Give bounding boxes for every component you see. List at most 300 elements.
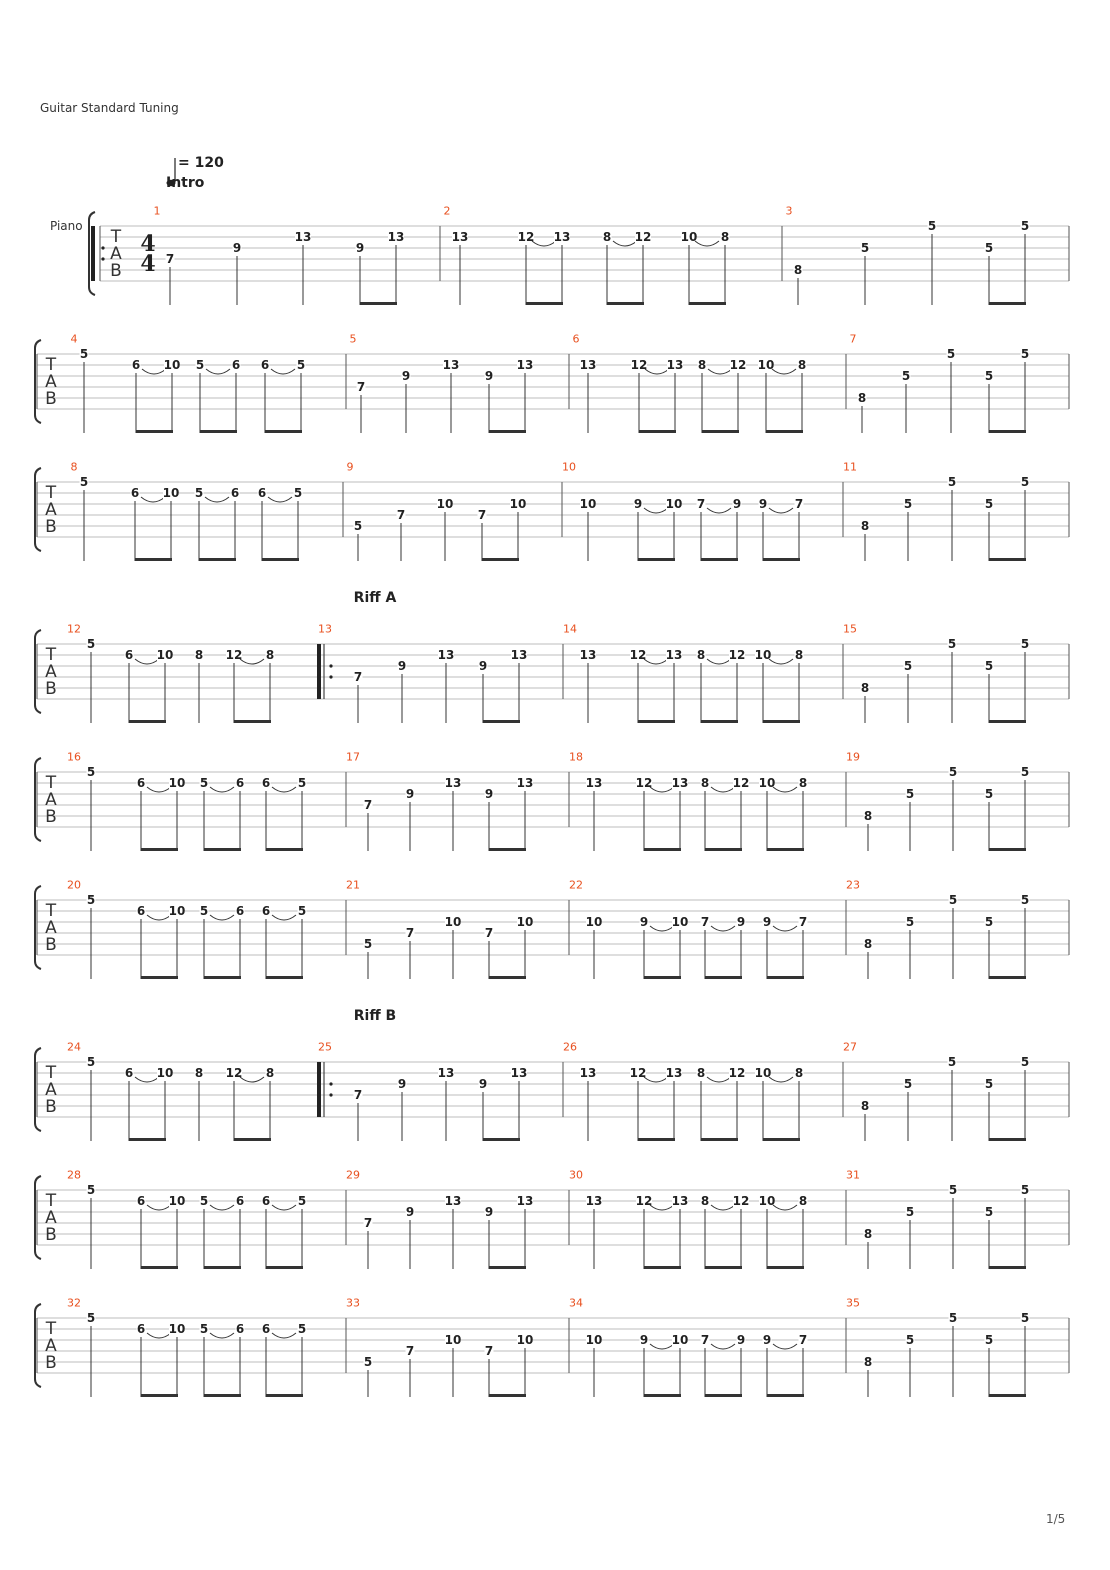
fret-number: 8 (700, 776, 710, 790)
fret-number: 5 (86, 1183, 96, 1197)
eighth-beam (763, 558, 800, 561)
fret-number: 10 (671, 915, 689, 929)
fret-number: 8 (794, 1066, 804, 1080)
fret-number: 13 (516, 776, 534, 790)
tie-arc (773, 787, 797, 792)
fret-number: 6 (136, 776, 146, 790)
fret-number: 13 (516, 358, 534, 372)
fret-number: 7 (165, 252, 175, 266)
fret-number: 5 (984, 659, 994, 673)
fret-number: 6 (260, 358, 270, 372)
fret-number: 7 (798, 915, 808, 929)
eighth-beam (262, 558, 299, 561)
fret-number: 8 (863, 937, 873, 951)
bar-number: 23 (846, 878, 860, 892)
fret-number: 7 (484, 1344, 494, 1358)
bar-number: 31 (846, 1168, 860, 1182)
fret-number: 10 (579, 497, 597, 511)
fret-number: 5 (195, 358, 205, 372)
bar-number: 25 (318, 1040, 332, 1054)
tie-arc (210, 1333, 234, 1338)
fret-number: 5 (1020, 893, 1030, 907)
eighth-beam (702, 430, 739, 433)
fret-number: 13 (671, 1194, 689, 1208)
repeat-dot (329, 664, 332, 667)
fret-number: 5 (984, 1077, 994, 1091)
tie-arc (205, 497, 229, 502)
fret-number: 5 (905, 1333, 915, 1347)
fret-number: 5 (984, 1333, 994, 1347)
tab-clef-letter: B (45, 807, 57, 827)
eighth-beam (129, 1138, 166, 1141)
fret-number: 7 (798, 1333, 808, 1347)
fret-number: 10 (671, 1333, 689, 1347)
bar-number: 30 (569, 1168, 583, 1182)
fret-number: 6 (261, 1322, 271, 1336)
fret-number: 6 (131, 358, 141, 372)
tab-clef-letter: T (45, 1319, 57, 1339)
repeat-thick-bar (317, 644, 321, 699)
eighth-beam (644, 1266, 681, 1269)
fret-number: 7 (700, 1333, 710, 1347)
eighth-beam (483, 1138, 520, 1141)
fret-number: 9 (639, 1333, 649, 1347)
tie-arc (707, 1077, 731, 1082)
eighth-beam (644, 1394, 681, 1397)
fret-number: 5 (86, 1311, 96, 1325)
fret-number: 8 (265, 648, 275, 662)
fret-number: 10 (444, 915, 462, 929)
fret-number: 10 (156, 1066, 174, 1080)
tie-arc (272, 915, 296, 920)
system-bracket (35, 630, 41, 713)
fret-number: 5 (984, 241, 994, 255)
tie-arc (711, 787, 735, 792)
fret-number: 5 (984, 369, 994, 383)
fret-number: 9 (484, 1205, 494, 1219)
instrument-name: Piano (50, 219, 83, 233)
tie-arc (142, 369, 166, 374)
tie-arc (707, 508, 731, 513)
fret-number: 6 (261, 904, 271, 918)
tie-arc (707, 659, 731, 664)
tie-arc (773, 1344, 797, 1349)
eighth-beam (141, 848, 178, 851)
fret-number: 9 (484, 787, 494, 801)
tie-arc (769, 1077, 793, 1082)
bar-number: 19 (846, 750, 860, 764)
repeat-dot (329, 675, 332, 678)
tie-arc (769, 659, 793, 664)
fret-number: 5 (353, 519, 363, 533)
fret-number: 12 (732, 776, 750, 790)
fret-number: 7 (396, 508, 406, 522)
fret-number: 13 (437, 1066, 455, 1080)
fret-number: 8 (265, 1066, 275, 1080)
fret-number: 5 (946, 347, 956, 361)
fret-number: 13 (666, 358, 684, 372)
eighth-beam (199, 558, 236, 561)
bar-number: 6 (572, 332, 580, 346)
time-signature-denominator: 4 (140, 251, 156, 277)
fret-number: 8 (793, 263, 803, 277)
fret-number: 10 (758, 776, 776, 790)
tie-arc (711, 1344, 735, 1349)
fret-number: 5 (194, 486, 204, 500)
fret-number: 5 (199, 1322, 209, 1336)
fret-number: 9 (762, 915, 772, 929)
tab-clef-letter: B (45, 1353, 57, 1373)
fret-number: 5 (199, 776, 209, 790)
fret-number: 13 (585, 1194, 603, 1208)
fret-number: 13 (553, 230, 571, 244)
tab-clef-letter: B (45, 517, 57, 537)
fret-number: 9 (762, 1333, 772, 1347)
fret-number: 5 (1020, 219, 1030, 233)
bar-number: 5 (349, 332, 357, 346)
eighth-beam (638, 720, 675, 723)
fret-number: 9 (478, 1077, 488, 1091)
tie-arc (268, 497, 292, 502)
fret-number: 5 (1020, 1055, 1030, 1069)
fret-number: 12 (634, 230, 652, 244)
fret-number: 9 (405, 1205, 415, 1219)
fret-number: 5 (1020, 475, 1030, 489)
eighth-beam (266, 1394, 303, 1397)
eighth-beam (644, 976, 681, 979)
tab-clef-letter: T (45, 483, 57, 503)
fret-number: 6 (235, 776, 245, 790)
bar-number: 29 (346, 1168, 360, 1182)
fret-number: 6 (231, 358, 241, 372)
fret-number: 13 (510, 648, 528, 662)
tab-clef-letter: A (45, 918, 57, 938)
fret-number: 8 (798, 776, 808, 790)
fret-number: 10 (168, 1322, 186, 1336)
tie-arc (210, 915, 234, 920)
fret-number: 13 (442, 358, 460, 372)
fret-number: 6 (136, 1194, 146, 1208)
fret-number: 8 (863, 809, 873, 823)
fret-number: 6 (235, 904, 245, 918)
tie-arc (644, 659, 668, 664)
tab-clef-letter: B (45, 935, 57, 955)
eighth-beam (141, 1394, 178, 1397)
eighth-beam (638, 1138, 675, 1141)
fret-number: 9 (484, 369, 494, 383)
fret-number: 10 (665, 497, 683, 511)
fret-number: 5 (905, 787, 915, 801)
tab-clef-letter: A (45, 372, 57, 392)
fret-number: 6 (261, 1194, 271, 1208)
tab-clef-letter: T (45, 901, 57, 921)
fret-number: 12 (729, 358, 747, 372)
fret-number: 5 (927, 219, 937, 233)
tie-arc (695, 241, 719, 246)
fret-number: 5 (86, 1055, 96, 1069)
tab-clef-letter: A (45, 662, 57, 682)
eighth-beam (767, 976, 804, 979)
fret-number: 8 (700, 1194, 710, 1208)
fret-number: 8 (857, 391, 867, 405)
fret-number: 7 (405, 926, 415, 940)
system-bracket (35, 1048, 41, 1131)
tie-arc (135, 659, 159, 664)
fret-number: 5 (903, 497, 913, 511)
fret-number: 6 (230, 486, 240, 500)
tie-arc (240, 659, 264, 664)
fret-number: 12 (225, 1066, 243, 1080)
fret-number: 6 (124, 648, 134, 662)
fret-number: 8 (794, 648, 804, 662)
fret-number: 8 (860, 681, 870, 695)
fret-number: 10 (516, 915, 534, 929)
fret-number: 7 (405, 1344, 415, 1358)
tie-arc (650, 1205, 674, 1210)
fret-number: 13 (510, 1066, 528, 1080)
bar-number: 13 (318, 622, 332, 636)
repeat-thick-bar (91, 226, 95, 281)
eighth-beam (135, 558, 172, 561)
tie-arc (532, 241, 556, 246)
eighth-beam (689, 302, 726, 305)
fret-number: 10 (758, 1194, 776, 1208)
bar-number: 4 (70, 332, 78, 346)
tempo-marking: = 120 (178, 155, 224, 171)
eighth-beam (526, 302, 563, 305)
tab-clef-letter: B (45, 1225, 57, 1245)
tab-clef-letter: A (45, 1336, 57, 1356)
eighth-beam (705, 1394, 742, 1397)
fret-number: 9 (405, 787, 415, 801)
fret-number: 10 (162, 486, 180, 500)
bar-number: 2 (443, 204, 451, 218)
tie-arc (272, 787, 296, 792)
fret-number: 13 (294, 230, 312, 244)
fret-number: 5 (293, 486, 303, 500)
fret-number: 7 (356, 380, 366, 394)
tab-clef-letter: A (45, 500, 57, 520)
eighth-beam (989, 848, 1026, 851)
bar-number: 32 (67, 1296, 81, 1310)
eighth-beam (489, 976, 526, 979)
system-bracket (35, 886, 41, 969)
time-signature-numerator: 4 (140, 231, 156, 257)
fret-number: 5 (984, 787, 994, 801)
fret-number: 12 (629, 648, 647, 662)
system-bracket (35, 758, 41, 841)
fret-number: 8 (860, 519, 870, 533)
bar-number: 16 (67, 750, 81, 764)
repeat-thick-bar (317, 1062, 321, 1117)
system-bracket (35, 468, 41, 551)
bar-number: 17 (346, 750, 360, 764)
bar-number: 27 (843, 1040, 857, 1054)
fret-number: 5 (903, 1077, 913, 1091)
fret-number: 9 (478, 659, 488, 673)
fret-number: 13 (665, 1066, 683, 1080)
fret-number: 5 (363, 937, 373, 951)
bar-number: 15 (843, 622, 857, 636)
eighth-beam (989, 558, 1026, 561)
bar-number: 8 (70, 460, 78, 474)
fret-number: 12 (728, 648, 746, 662)
tab-clef-letter: A (110, 244, 122, 264)
fret-number: 6 (235, 1322, 245, 1336)
fret-number: 10 (444, 1333, 462, 1347)
tab-clef-letter: T (45, 645, 57, 665)
fret-number: 5 (86, 893, 96, 907)
section-marker-intro: Intro (166, 175, 205, 191)
eighth-beam (234, 1138, 271, 1141)
fret-number: 5 (948, 765, 958, 779)
eighth-beam (989, 1266, 1026, 1269)
repeat-dot (329, 1082, 332, 1085)
eighth-beam (489, 1394, 526, 1397)
fret-number: 10 (156, 648, 174, 662)
eighth-beam (989, 1394, 1026, 1397)
fret-number: 8 (798, 1194, 808, 1208)
tie-arc (645, 369, 669, 374)
tab-clef-letter: T (45, 1063, 57, 1083)
eighth-beam (266, 848, 303, 851)
fret-number: 5 (1020, 1183, 1030, 1197)
eighth-beam (204, 976, 241, 979)
eighth-beam (763, 720, 800, 723)
eighth-beam (607, 302, 644, 305)
fret-number: 5 (297, 776, 307, 790)
bar-number: 12 (67, 622, 81, 636)
fret-number: 7 (363, 798, 373, 812)
fret-number: 8 (696, 648, 706, 662)
tie-arc (210, 1205, 234, 1210)
fret-number: 7 (477, 508, 487, 522)
eighth-beam (200, 430, 237, 433)
fret-number: 7 (484, 926, 494, 940)
tie-arc (708, 369, 732, 374)
fret-number: 10 (754, 648, 772, 662)
fret-number: 6 (136, 1322, 146, 1336)
eighth-beam (639, 430, 676, 433)
fret-number: 10 (754, 1066, 772, 1080)
fret-number: 12 (225, 648, 243, 662)
fret-number: 9 (736, 915, 746, 929)
page-number: 1/5 (1046, 1512, 1066, 1526)
eighth-beam (701, 720, 738, 723)
fret-number: 9 (732, 497, 742, 511)
fret-number: 13 (444, 776, 462, 790)
tab-clef-letter: B (45, 389, 57, 409)
fret-number: 5 (79, 347, 89, 361)
fret-number: 5 (363, 1355, 373, 1369)
eighth-beam (204, 1266, 241, 1269)
fret-number: 10 (168, 776, 186, 790)
fret-number: 13 (387, 230, 405, 244)
fret-number: 8 (194, 1066, 204, 1080)
eighth-beam (763, 1138, 800, 1141)
fret-number: 6 (130, 486, 140, 500)
fret-number: 13 (579, 1066, 597, 1080)
tie-arc (272, 1205, 296, 1210)
fret-number: 8 (720, 230, 730, 244)
system-bracket (35, 1176, 41, 1259)
fret-number: 12 (517, 230, 535, 244)
bar-number: 14 (563, 622, 577, 636)
eighth-beam (136, 430, 173, 433)
eighth-beam (489, 1266, 526, 1269)
eighth-beam (141, 976, 178, 979)
tie-arc (711, 926, 735, 931)
fret-number: 5 (1020, 347, 1030, 361)
bar-number: 33 (346, 1296, 360, 1310)
tie-arc (650, 926, 674, 931)
eighth-beam (705, 1266, 742, 1269)
fret-number: 6 (257, 486, 267, 500)
fret-number: 9 (758, 497, 768, 511)
eighth-beam (701, 558, 738, 561)
eighth-beam (989, 302, 1026, 305)
tie-arc (613, 241, 637, 246)
bar-number: 21 (346, 878, 360, 892)
fret-number: 5 (948, 893, 958, 907)
tab-clef-letter: T (45, 355, 57, 375)
tab-clef-letter: A (45, 1208, 57, 1228)
fret-number: 9 (736, 1333, 746, 1347)
fret-number: 5 (984, 497, 994, 511)
fret-number: 7 (696, 497, 706, 511)
fret-number: 5 (905, 1205, 915, 1219)
fret-number: 5 (947, 475, 957, 489)
tie-arc (240, 1077, 264, 1082)
eighth-beam (989, 430, 1026, 433)
fret-number: 12 (728, 1066, 746, 1080)
fret-number: 5 (297, 1322, 307, 1336)
tab-clef-letter: T (45, 1191, 57, 1211)
fret-number: 12 (630, 358, 648, 372)
eighth-beam (266, 976, 303, 979)
bar-number: 18 (569, 750, 583, 764)
eighth-beam (266, 1266, 303, 1269)
tie-arc (644, 1077, 668, 1082)
fret-number: 5 (296, 358, 306, 372)
fret-number: 12 (629, 1066, 647, 1080)
eighth-beam (129, 720, 166, 723)
fret-number: 9 (397, 1077, 407, 1091)
fret-number: 10 (163, 358, 181, 372)
section-marker: Riff B (353, 1008, 397, 1024)
fret-number: 5 (1020, 765, 1030, 779)
tie-arc (210, 787, 234, 792)
fret-number: 13 (585, 776, 603, 790)
eighth-beam (767, 1266, 804, 1269)
eighth-beam (701, 1138, 738, 1141)
eighth-beam (767, 848, 804, 851)
repeat-dot (329, 1093, 332, 1096)
fret-number: 10 (168, 1194, 186, 1208)
eighth-beam (483, 720, 520, 723)
tie-arc (773, 1205, 797, 1210)
fret-number: 5 (903, 659, 913, 673)
fret-number: 5 (199, 1194, 209, 1208)
eighth-beam (489, 848, 526, 851)
bar-number: 22 (569, 878, 583, 892)
tie-arc (271, 369, 295, 374)
tie-arc (135, 1077, 159, 1082)
bar-number: 20 (67, 878, 81, 892)
bar-number: 10 (562, 460, 576, 474)
fret-number: 5 (905, 915, 915, 929)
fret-number: 5 (79, 475, 89, 489)
